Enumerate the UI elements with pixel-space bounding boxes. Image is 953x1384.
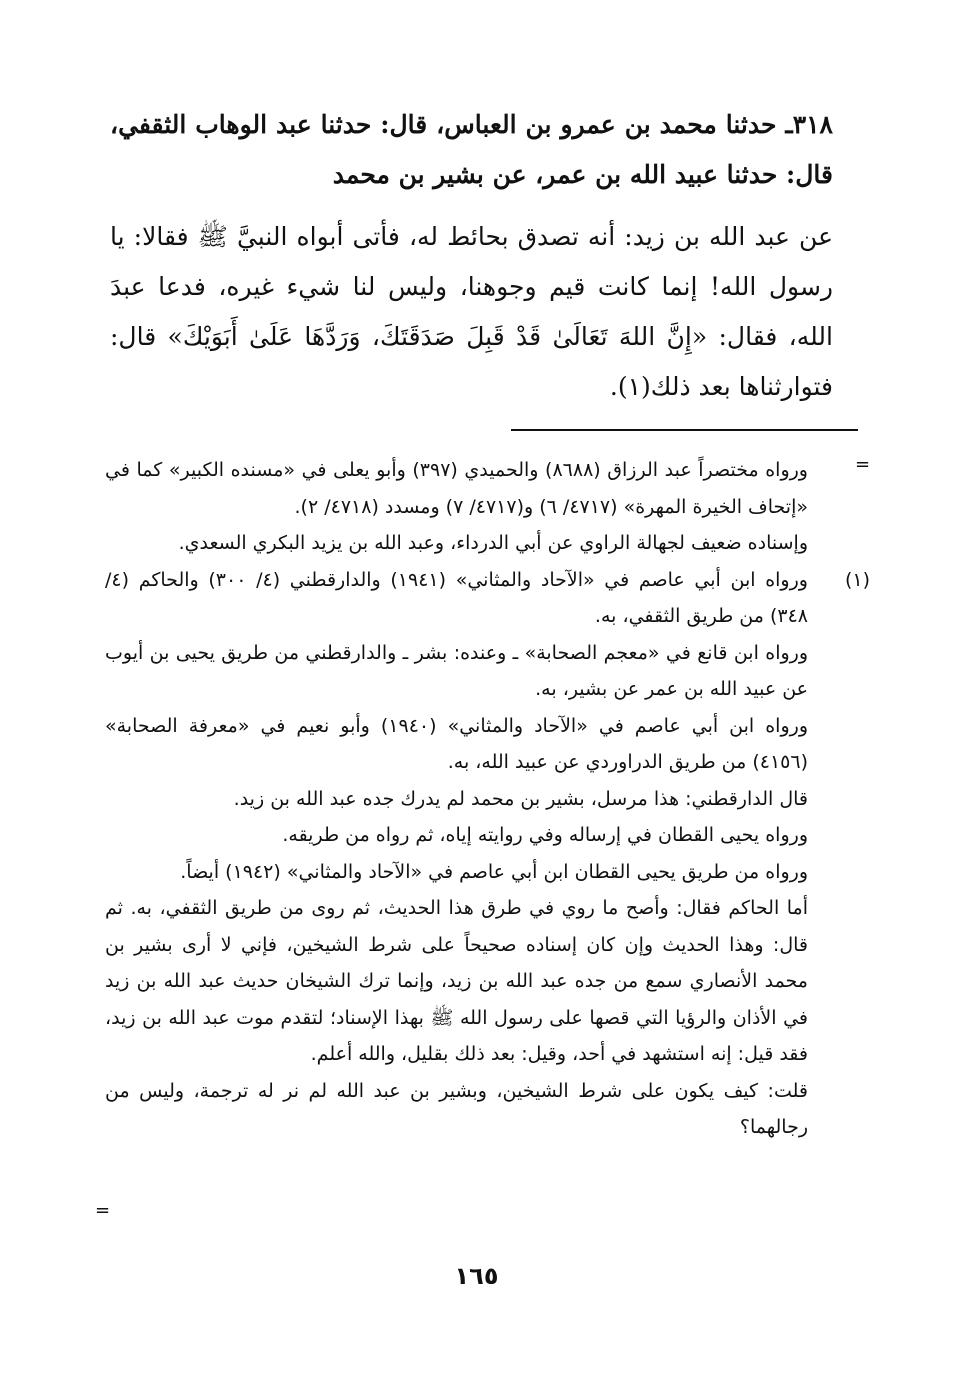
footnotes (105, 452, 870, 1146)
footnote-1-marker: (١) (844, 568, 870, 591)
footnote-separator (511, 429, 858, 431)
footnote-paragraph: قلت: كيف يكون على شرط الشيخين، وبشير بن عبد الله لم نر له ترجمة، وليس من رجالهما؟ (105, 1079, 808, 1138)
hadith-isnad (110, 100, 833, 200)
footnote-paragraph: ورواه من طريق يحيى القطان ابن أبي عاصم في «الآحاد والمثاني» (١٩٤٢) أيضاً. (180, 860, 808, 883)
isnad-text: ٣١٨ـ حدثنا محمد بن عمرو بن العباس، قال: حدثنا عبد الوهاب الثقفي، قال: حدثنا عبيد الله بن عمر، عن بشير بن محمد (110, 110, 833, 189)
hadith-matn (110, 212, 833, 412)
page-number: ١٦٥ (454, 1262, 499, 1290)
footnote-paragraph: أما الحاكم فقال: وأصح ما روي في طرق هذا الحديث، ثم روى من طريق الثقفي، به. ثم قال: وهذا الحديث وإن كان إسناده صحيحاً على شرط الشيخين، فإني لا أرى بشير بن محمد الأنصاري سمع من جده عبد الله بن زيد، وإنما ترك الشيخان حديث عبد الله بن زيد في الأذان والرؤيا التي قصها على رسول الله ﷺ بهذا الإسناد؛ لتقدم موت عبد الله بن زيد، فقد قيل: إنه استشهد في أحد، وقيل: بعد ذلك بقليل، والله أعلم. (105, 897, 808, 1065)
continuation-marker-top: = (855, 454, 871, 475)
footnote-paragraph: ورواه ابن قانع في «معجم الصحابة» ـ وعنده: بشر ـ والدارقطني من طريق يحيى بن أيوب عن عبيد الله بن عمر عن بشير، به. (105, 641, 808, 700)
footnote-paragraph: ورواه يحيى القطان في إرساله وفي روايته إياه، ثم رواه من طريقه. (282, 824, 808, 846)
footnote-paragraph: قال الدارقطني: هذا مرسل، بشير بن محمد لم يدرك جده عبد الله بن زيد. (233, 787, 808, 810)
matn-text: عن عبد الله بن زيد: أنه تصدق بحائط له، فأتى أبواه النبيَّ ﷺ فقالا: يا رسول الله! إنما كانت قيم وجوهنا، وليس لنا شيء غيره، فدعا عبدَ الله، فقال: «إِنَّ اللهَ تَعَالَىٰ قَدْ قَبِلَ صَدَقَتَكَ، وَرَدَّهَا عَلَىٰ أَبَوَيْكَ» قال: فتوارثناها بعد ذلك(١). (110, 222, 833, 401)
footnote-continued-line: ورواه مختصراً عبد الرزاق (٨٦٨٨) والحميدي (٣٩٧) وأبو يعلى في «مسنده الكبير» كما في «إتحاف الخيرة المهرة» (٤٧١٧/ ٦) و(٤٧١٧/ ٧) ومسدد (٤٧١٨/ ٢). (105, 459, 808, 518)
footnote-paragraph: ورواه ابن أبي عاصم في «الآحاد والمثاني» (١٩٤٠) وأبو نعيم في «معرفة الصحابة» (٤١٥٦) من طريق الدراوردي عن عبيد الله، به. (105, 714, 808, 773)
footnote-continued-line: وإسناده ضعيف لجهالة الراوي عن أبي الدرداء، وعبد الله بن يزيد البكري السعدي. (178, 532, 808, 554)
footnote-paragraph: ورواه ابن أبي عاصم في «الآحاد والمثاني» (١٩٤١) والدارقطني (٤/ ٣٠٠) والحاكم (٤/ ٣٤٨) من طريق الثقفي، به. (105, 568, 808, 627)
footnote-1 (105, 562, 870, 635)
continuation-marker-bottom: = (95, 1200, 111, 1221)
